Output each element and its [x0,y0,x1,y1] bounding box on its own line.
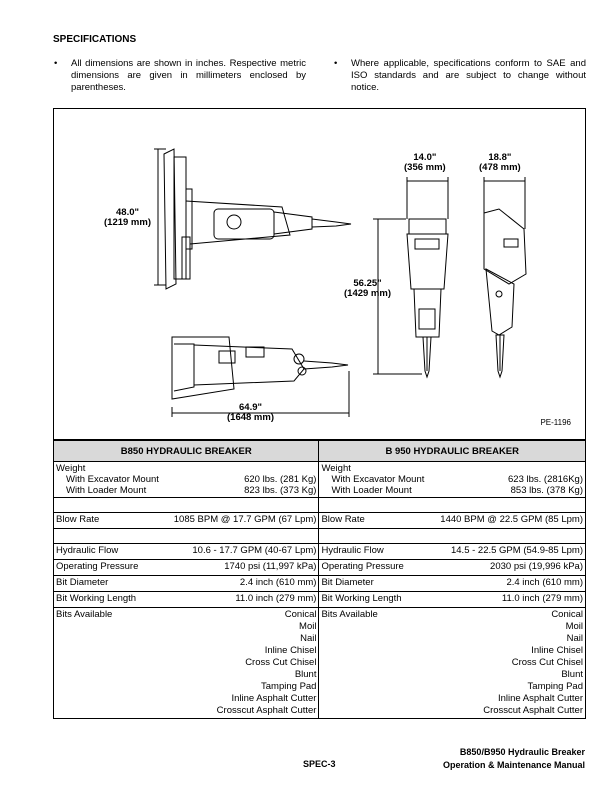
page-heading: SPECIFICATIONS [53,34,137,45]
weight-loader-row [321,485,583,496]
note-standards [334,58,586,94]
spec-label: Bits Available [321,609,378,620]
spec-label: Blow Rate [321,514,365,525]
footer-title-line2: Operation & Maintenance Manual [442,760,585,770]
front-view-breaker-drawing [407,219,448,377]
spec-value: 2030 psi (19,996 kPa) [490,561,583,572]
list-item: Inline Chisel [264,645,317,656]
side-width-mm: (478 mm) [479,162,521,173]
figure-id: PE-1196 [540,418,571,427]
list-item: Moil [565,621,583,632]
list-item: Nail [300,633,317,644]
side-width-dimension-label [479,153,521,173]
b950-header: B 950 HYDRAULIC BREAKER [319,441,586,462]
spec-value: 10.6 - 17.7 GPM (40-67 Lpm) [192,545,317,556]
spec-label: Bit Working Length [321,593,402,604]
weight-label: Weight [321,463,351,474]
front-height-inches: 56.25" [353,278,382,289]
front-width-inches: 14.0" [413,152,437,163]
length-dimension-label [227,403,274,423]
b850-hydraulic-flow-cell [54,544,319,560]
spec-label: Bit Working Length [56,593,137,604]
list-item: Inline Asphalt Cutter [497,693,583,704]
list-item: Cross Cut Chisel [511,657,583,668]
length-inches: 64.9" [239,402,262,413]
list-item: Moil [299,621,317,632]
b850-bit-working-length-cell [54,592,319,608]
weight-mount-label: With Excavator Mount [66,474,159,485]
list-item: Crosscut Asphalt Cutter [216,705,317,716]
b950-hydraulic-flow-cell [319,544,586,560]
weight-mount-label: With Loader Mount [66,485,147,496]
list-item: Cross Cut Chisel [245,657,317,668]
list-item: Conical [551,609,583,620]
b950-bit-diameter-cell [319,576,586,592]
bullet: • [334,58,338,69]
b950-bits-available-cell [319,608,586,719]
weight-excavator-row [56,474,316,485]
table-row-blow-rate [54,513,586,529]
weight-mount-label: With Excavator Mount [331,474,425,485]
note-text: Where applicable, specifications conform to SAE and ISO standards and are subject to change without notice. [351,58,586,93]
spacer-cell [54,498,319,513]
table-row-weight [54,462,586,498]
b950-bit-working-length-cell [319,592,586,608]
length-mm: (1648 mm) [227,412,274,423]
spec-label: Hydraulic Flow [321,545,384,556]
note-dimensions [54,58,306,94]
b950-blow-rate-cell [319,513,586,529]
front-height-dimension-label [344,279,391,299]
side-profile-breaker-drawing [484,209,526,377]
b850-blow-rate-cell [54,513,319,529]
weight-loader-row [56,485,316,496]
list-item: Blunt [561,669,583,680]
b850-bits-available-cell [54,608,319,719]
spec-label: Blow Rate [56,514,100,525]
list-item: Tamping Pad [527,681,583,692]
weight-value: 823 lbs. (373 Kg) [244,485,317,496]
spec-value: 1440 BPM @ 22.5 GPM (85 Lpm) [440,514,583,525]
spacer-cell [319,498,586,513]
front-width-mm: (356 mm) [404,162,446,173]
weight-value: 620 lbs. (281 Kg) [244,474,317,485]
spec-label: Bit Diameter [56,577,109,588]
spec-label: Operating Pressure [321,561,404,572]
footer-title-line1: B850/B950 Hydraulic Breaker [459,747,585,757]
height-mm: (1219 mm) [104,217,151,228]
table-spacer-row [54,529,586,544]
spec-label: Bits Available [56,609,113,620]
bits-list [483,609,583,717]
side-width-inches: 18.8" [488,152,512,163]
list-item: Nail [566,633,583,644]
table-row-hydraulic-flow [54,544,586,560]
b950-weight-cell [319,462,586,498]
b950-operating-pressure-cell [319,560,586,576]
front-width-dimension-label [404,153,446,173]
height-dimension-label [104,208,151,228]
front-height-mm: (1429 mm) [344,288,391,299]
spec-value: 11.0 inch (279 mm) [235,593,317,604]
specifications-table [53,440,586,719]
weight-value: 853 lbs. (378 Kg) [510,485,583,496]
list-item: Tamping Pad [261,681,317,692]
spec-value: 14.5 - 22.5 GPM (54.9-85 Lpm) [450,545,583,556]
table-row-bits-available [54,608,586,719]
footer-title [443,746,585,772]
list-item: Blunt [294,669,317,680]
spec-value: 1085 BPM @ 17.7 GPM (67 Lpm) [173,514,317,525]
table-row-bit-diameter [54,576,586,592]
list-item: Inline Asphalt Cutter [231,693,317,704]
b850-header: B850 HYDRAULIC BREAKER [54,441,319,462]
b850-bit-diameter-cell [54,576,319,592]
note-text: All dimensions are shown in inches. Respective metric dimensions are given in millimeters enclosed by parentheses. [71,58,306,93]
spec-value: 11.0 inch (279 mm) [501,593,583,604]
top-view-breaker-drawing [164,149,351,289]
b850-weight-cell [54,462,319,498]
breaker-dimension-figure [53,108,586,440]
spec-label: Bit Diameter [321,577,374,588]
weight-mount-label: With Loader Mount [331,485,412,496]
list-item: Crosscut Asphalt Cutter [483,705,583,716]
spec-value: 2.4 inch (610 mm) [506,577,583,588]
table-spacer-row [54,498,586,513]
spec-value: 1740 psi (11,997 kPa) [224,561,317,572]
table-row-operating-pressure [54,560,586,576]
weight-excavator-row [321,474,583,485]
weight-label: Weight [56,463,86,474]
page-number: SPEC-3 [303,759,336,769]
spec-label: Operating Pressure [56,561,139,572]
spec-label: Hydraulic Flow [56,545,119,556]
height-inches: 48.0" [116,207,139,218]
b850-operating-pressure-cell [54,560,319,576]
list-item: Inline Chisel [531,645,583,656]
bullet: • [54,58,58,69]
list-item: Conical [284,609,317,620]
side-view-breaker-drawing [172,337,348,399]
spacer-cell [54,529,319,544]
table-row-bit-working-length [54,592,586,608]
bits-list [217,609,317,717]
spec-value: 2.4 inch (610 mm) [239,577,317,588]
table-header-row [54,441,586,462]
weight-value: 623 lbs. (2816Kg) [508,474,583,485]
spacer-cell [319,529,586,544]
